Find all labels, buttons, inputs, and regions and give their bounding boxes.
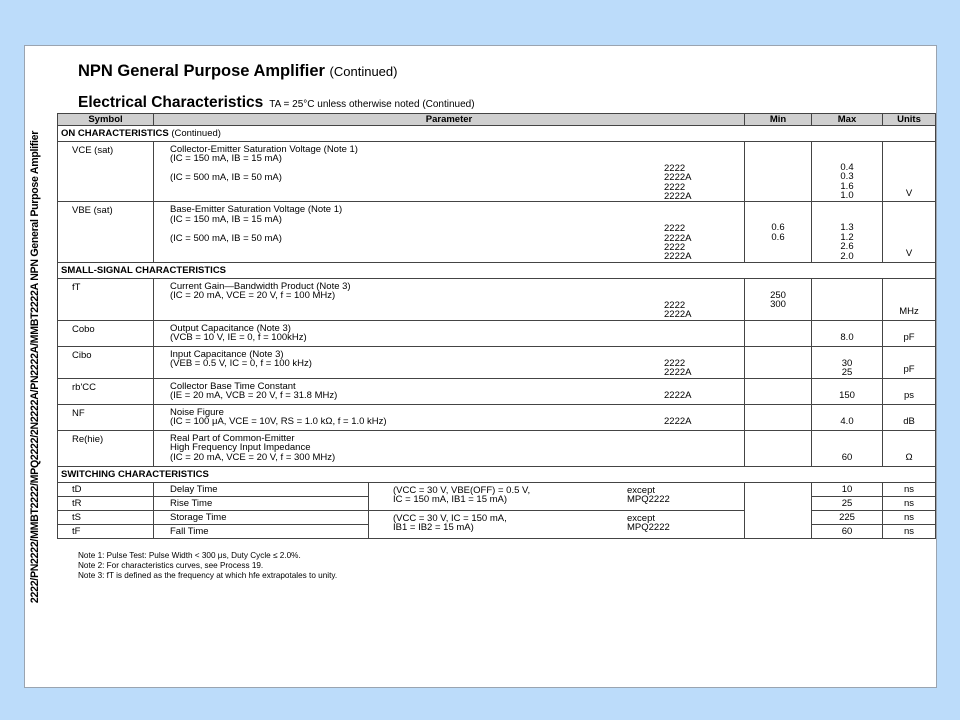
table-header-row xyxy=(58,114,936,126)
datasheet-page xyxy=(24,45,937,688)
table-row: tR Rise Time 25 ns xyxy=(58,496,936,510)
table-row: fT Current Gain—Bandwidth Product (Note 3) (IC = 20 mA, VCE = 20 V, f = 100 MHz) 2222 2222A 250 300 MHz xyxy=(58,278,936,320)
section-row-small-signal: SMALL-SIGNAL CHARACTERISTICS xyxy=(58,262,936,278)
header-max: Max xyxy=(812,114,883,126)
electrical-characteristics-table xyxy=(57,113,936,539)
section-row-switching: SWITCHING CHARACTERISTICS xyxy=(58,466,936,482)
table-row: Cobo Output Capacitance (Note 3) (VCB = 10 V, IE = 0, f = 100kHz) 8.0 pF xyxy=(58,320,936,346)
note-3: Note 3: fT is defined as the frequency at which hfe extrapotales to unity. xyxy=(78,571,338,580)
table-row: Re(hie) Real Part of Common-Emitter High Frequency Input Impedance (IC = 20 mA, VCE = 20 V, f = 300 MHz) 60 Ω xyxy=(58,430,936,466)
table-row: NF Noise Figure (IC = 100 μA, VCE = 10V, RS = 1.0 kΩ, f = 1.0 kHz) 2222A 4.0 dB xyxy=(58,404,936,430)
page-title: NPN General Purpose Amplifier (Continued) xyxy=(78,62,398,80)
section-title: Electrical Characteristics TA = 25°C unless otherwise noted (Continued) xyxy=(78,94,475,111)
table-row: VCE (sat) Collector-Emitter Saturation Voltage (Note 1) (IC = 150 mA, IB = 15 mA) 2222 (IC = 500 mA, IB = 50 mA) 2222A 2222 2222A 0.4 0.3 1.6 1.0 V xyxy=(58,142,936,202)
header-symbol: Symbol xyxy=(58,114,154,126)
table-row: tS Storage Time (VCC = 30 V, IC = 150 mA, IB1 = IB2 = 15 mA) except MPQ2222 225 ns xyxy=(58,510,936,524)
side-title: 2222/PN2222/MMBT2222/MPQ2222/2N2222A/PN2222A/MMBT2222A NPN General Purpose Amplifier xyxy=(29,130,41,604)
header-units: Units xyxy=(883,114,936,126)
header-parameter: Parameter xyxy=(154,114,745,126)
footnotes xyxy=(78,551,337,581)
header-min: Min xyxy=(745,114,812,126)
note-2: Note 2: For characteristics curves, see Process 19. xyxy=(78,561,264,570)
note-1: Note 1: Pulse Test: Pulse Width < 300 μs, Duty Cycle ≤ 2.0%. xyxy=(78,551,301,560)
table-row: rb'CC Collector Base Time Constant (IE = 20 mA, VCB = 20 V, f = 31.8 MHz) 2222A 150 ps xyxy=(58,378,936,404)
table-row: VBE (sat) Base-Emitter Saturation Voltage (Note 1) (IC = 150 mA, IB = 15 mA) 2222 (IC = 500 mA, IB = 50 mA) 2222A 2222 2222A 0.6 0.6 1.3 1.2 2.6 2.0 V xyxy=(58,202,936,262)
table-row: tD Delay Time (VCC = 30 V, VBE(OFF) = 0.5 V, IC = 150 mA, IB1 = 15 mA) except MPQ2222 10 ns xyxy=(58,482,936,496)
table-row: Cibo Input Capacitance (Note 3) (VEB = 0.5 V, IC = 0, f = 100 kHz) 2222 2222A 30 25 pF xyxy=(58,346,936,378)
table-row: tF Fall Time 60 ns xyxy=(58,524,936,538)
section-row-on: ON CHARACTERISTICS (Continued) xyxy=(58,126,936,142)
